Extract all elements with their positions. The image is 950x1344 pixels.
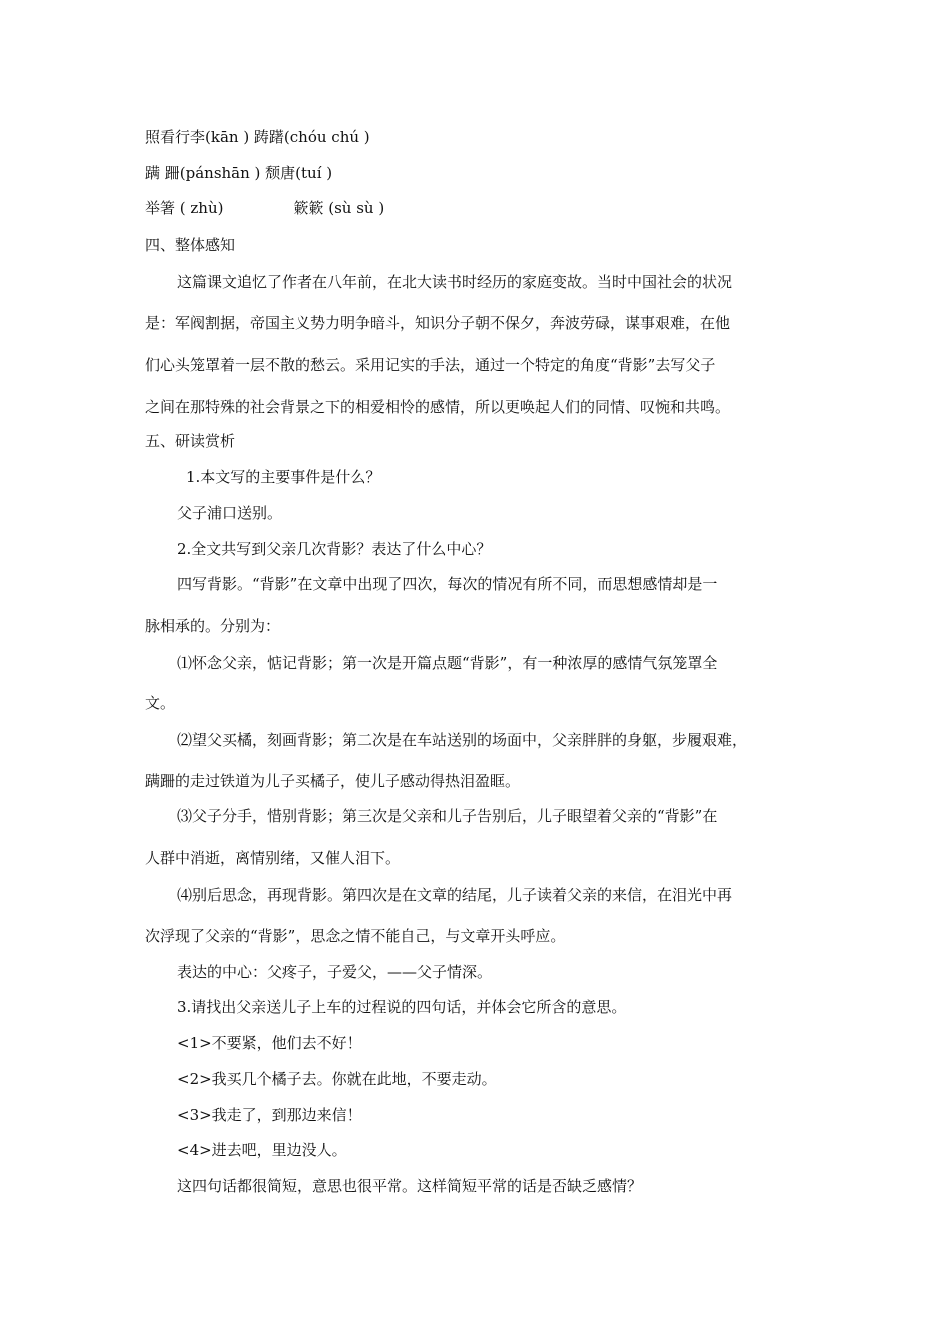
quote-line: <3>我走了，到那边来信！ (177, 1106, 362, 1124)
point-4-line: 次浮现了父亲的“背影”，思念之情不能自己，与文章开头呼应。 (145, 927, 566, 945)
point-3-line: 人群中消逝，离情别绪，又催人泪下。 (145, 849, 401, 867)
section-5-heading: 五、研读赏析 (145, 432, 236, 450)
section-4-para-line: 是：军阀割据，帝国主义势力明争暗斗，知识分子朝不保夕，奔波劳碌，谋事艰难，在他 (145, 314, 731, 332)
question-2: 2.全文共写到父亲几次背影？表达了什么中心？ (177, 540, 492, 558)
quote-line: <1>不要紧，他们去不好！ (177, 1034, 362, 1052)
section-4-para-line: 们心头笼罩着一层不散的愁云。采用记实的手法，通过一个特定的角度“背影”去写父子 (145, 356, 716, 374)
section-4-heading: 四、整体感知 (145, 236, 236, 254)
point-4-line: ⑷别后思念，再现背影。第四次是在文章的结尾，儿子读着父亲的来信，在泪光中再 (177, 886, 733, 904)
vocab-line-3 (145, 198, 384, 218)
closing-question: 这四句话都很简短，意思也很平常。这样简短平常的话是否缺乏感情？ (177, 1177, 643, 1195)
answer-1: 父子浦口送别。 (177, 504, 283, 522)
section-4-para-line: 之间在那特殊的社会背景之下的相爱相怜的感情，所以更唤起人们的同情、叹惋和共鸣。 (145, 398, 731, 416)
question-3: 3.请找出父亲送儿子上车的过程说的四句话，并体会它所含的意思。 (177, 998, 627, 1016)
section-4-para-line: 这篇课文追忆了作者在八年前，在北大读书时经历的家庭变故。当时中国社会的状况 (177, 273, 733, 291)
vocab-item-zhu: 举箸 ( zhù) (145, 199, 224, 217)
point-2-line: 蹒跚的走过铁道为儿子买橘子，使儿子感动得热泪盈眶。 (145, 772, 521, 790)
point-2-line: ⑵望父买橘，刻画背影；第二次是在车站送别的场面中，父亲胖胖的身躯，步履艰难， (177, 731, 748, 749)
center-statement: 表达的中心：父疼子，子爱父，——父子情深。 (177, 963, 493, 981)
point-1-line: 文。 (145, 694, 176, 712)
vocab-line-1: 照看行李(kān ) 踌躇(chóu chú ) (145, 128, 370, 146)
quote-line: <2>我买几个橘子去。你就在此地，不要走动。 (177, 1070, 497, 1088)
point-1-line: ⑴怀念父亲，惦记背影；第一次是开篇点题“背影”，有一种浓厚的感情气氛笼罩全 (177, 654, 718, 672)
answer-2-line: 四写背影。“背影”在文章中出现了四次，每次的情况有所不同，而思想感情却是一 (177, 575, 718, 593)
answer-2-line: 脉相承的。分别为： (145, 617, 281, 635)
quote-line: <4>进去吧，里边没人。 (177, 1141, 347, 1159)
vocab-item-susu: 簌簌 (sù sù ) (293, 199, 385, 217)
question-1: 1.本文写的主要事件是什么？ (186, 468, 381, 486)
point-3-line: ⑶父子分手，惜别背影；第三次是父亲和儿子告别后，儿子眼望着父亲的“背影”在 (177, 807, 718, 825)
vocab-line-2: 蹒 跚(pánshān ) 颓唐(tuí ) (145, 164, 333, 182)
